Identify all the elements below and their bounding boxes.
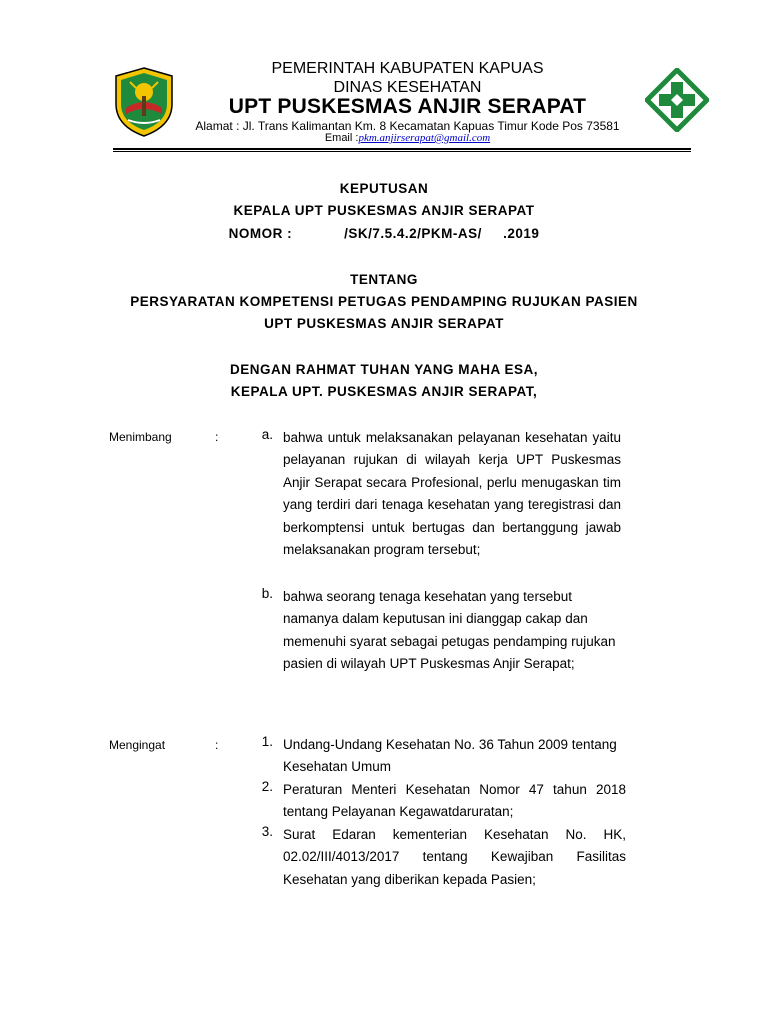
mengingat-marker-3: 3. [261,824,273,839]
opening-line1: DENGAN RAHMAT TUHAN YANG MAHA ESA, [229,362,538,377]
mengingat-marker-1: 1. [261,734,273,749]
menimbang-label: Menimbang [109,430,172,444]
mengingat-item-2: Peraturan Menteri Kesehatan Nomor 47 tahun 2018 tentang Pelayanan Kegawatdaruratan; [283,782,626,820]
number-value: /SK/7.5.4.2/PKM-AS/ .2019 [344,226,540,241]
mengingat-item-3: Surat Edaran kementerian Kesehatan No. HK, 02.02/III/4013/2017 tentang Kewajiban Fasilitas Kesehatan yang diberikan kepada Pasien; [283,827,626,887]
mengingat-item-1: Undang-Undang Kesehatan No. 36 Tahun 2009 tentang Kesehatan Umum [283,737,617,775]
menimbang-item-a: bahwa untuk melaksanakan pelayanan kesehatan yaitu pelayanan rujukan di wilayah kerja UPT Puskesmas Anjir Serapat secara Profesional, perlu menugaskan tim yang terdiri dari tenaga kesehatan yang teregistrasi dan berkomptensi untuk bertugas dan bertanggung jawab melaksanakan program tersebut; [283,430,621,558]
decision-number [0,226,768,241]
header-email-line [100,132,715,144]
mengingat-marker-2: 2. [261,779,273,794]
menimbang-colon: : [215,430,219,444]
header-government: PEMERINTAH KABUPATEN KAPUAS [271,60,544,77]
menimbang-marker-a: a. [261,427,273,442]
decision-subject-line1: PERSYARATAN KOMPETENSI PETUGAS PENDAMPING RUJUKAN PASIEN [130,294,638,309]
header-department: DINAS KESEHATAN [333,79,482,96]
opening-line2: KEPALA UPT. PUSKESMAS ANJIR SERAPAT, [230,384,538,399]
decision-title: KEPUTUSAN [339,181,429,196]
email-link[interactable]: pkm.anjirserapat@gmail.com [358,132,491,144]
header-address: Alamat : Jl. Trans Kalimantan Km. 8 Kecamatan Kapuas Timur Kode Pos 73581 [195,119,620,133]
email-label: Email : [324,132,359,144]
mengingat-label: Mengingat [109,738,166,752]
mengingat-colon: : [215,738,219,752]
decision-subject-line2: UPT PUSKESMAS ANJIR SERAPAT [264,316,504,331]
decision-about: TENTANG [350,272,418,287]
number-label: NOMOR : [228,226,293,241]
header-institution: UPT PUSKESMAS ANJIR SERAPAT [228,95,587,118]
header-divider-thin [113,151,691,152]
decision-issuer: KEPALA UPT PUSKESMAS ANJIR SERAPAT [233,203,535,218]
menimbang-marker-b: b. [261,586,273,601]
header-divider-thick [113,148,691,150]
menimbang-item-b: bahwa seorang tenaga kesehatan yang tersebut namanya dalam keputusan ini dianggap cakap dan memenuhi syarat sebagai petugas pendamping rujukan pasien di wilayah UPT Puskesmas Anjir Serapat; [283,589,616,672]
